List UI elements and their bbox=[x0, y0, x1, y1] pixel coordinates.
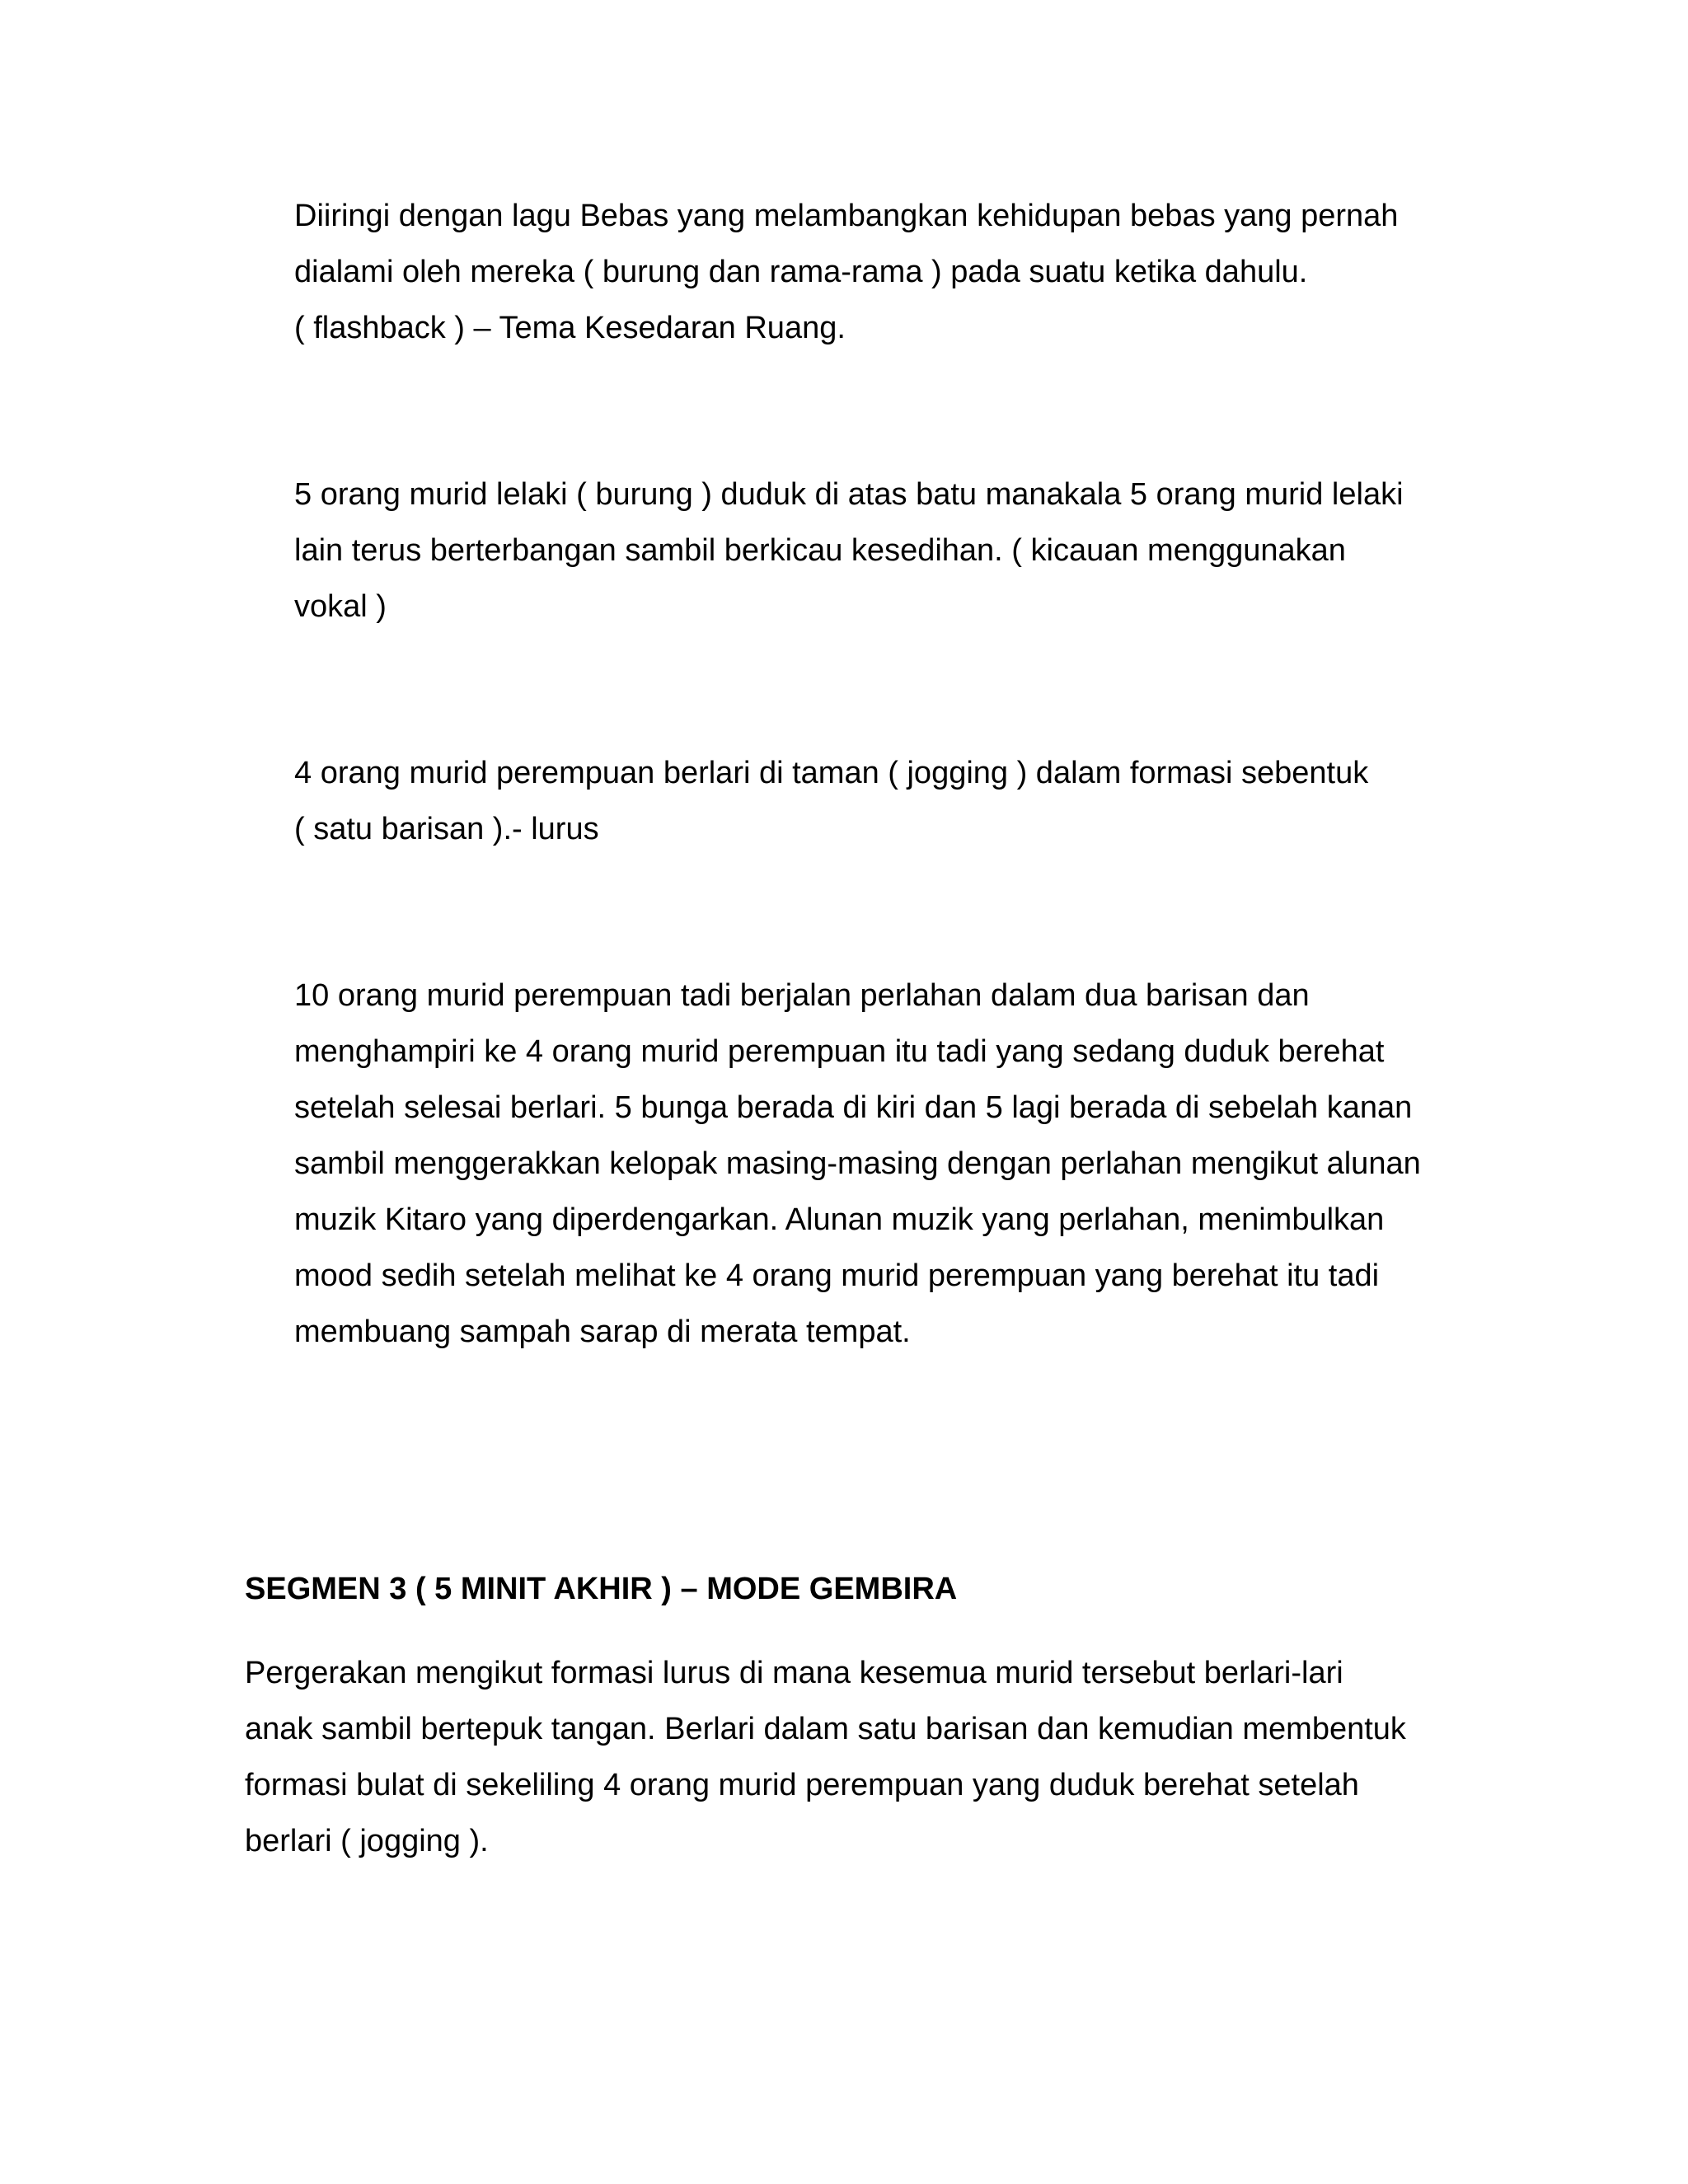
paragraph-line: anak sambil bertepuk tangan. Berlari dalam satu barisan dan kemudian membentuk bbox=[245, 1712, 1406, 1746]
paragraph-line: muzik Kitaro yang diperdengarkan. Alunan muzik yang perlahan, menimbulkan bbox=[294, 1202, 1385, 1237]
paragraph-burung bbox=[294, 466, 1404, 635]
paragraph-jogging bbox=[294, 745, 1368, 857]
paragraph-flashback bbox=[294, 188, 1398, 356]
paragraph-line: berlari ( jogging ). bbox=[245, 1824, 489, 1858]
paragraph-line: mood sedih setelah melihat ke 4 orang murid perempuan yang berehat itu tadi bbox=[294, 1258, 1380, 1293]
paragraph-line: sambil menggerakkan kelopak masing-masing dengan perlahan mengikut alunan bbox=[294, 1146, 1421, 1181]
paragraph-line: vokal ) bbox=[294, 589, 387, 624]
paragraph-line: lain terus berterbangan sambil berkicau kesedihan. ( kicauan menggunakan bbox=[294, 533, 1346, 568]
paragraph-line: dialami oleh mereka ( burung dan rama-rama ) pada suatu ketika dahulu. bbox=[294, 255, 1308, 289]
paragraph-line: menghampiri ke 4 orang murid perempuan itu tadi yang sedang duduk berehat bbox=[294, 1034, 1385, 1069]
paragraph-line: Pergerakan mengikut formasi lurus di mana kesemua murid tersebut berlari-lari bbox=[245, 1656, 1343, 1690]
paragraph-line: 10 orang murid perempuan tadi berjalan perlahan dalam dua barisan dan bbox=[294, 978, 1310, 1013]
paragraph-line: formasi bulat di sekeliling 4 orang murid perempuan yang duduk berehat setelah bbox=[245, 1768, 1359, 1802]
section-heading: SEGMEN 3 ( 5 MINIT AKHIR ) – MODE GEMBIRA bbox=[245, 1572, 958, 1606]
paragraph-line: ( satu barisan ).- lurus bbox=[294, 812, 599, 846]
paragraph-line: 5 orang murid lelaki ( burung ) duduk di atas batu manakala 5 orang murid lelaki bbox=[294, 477, 1404, 512]
paragraph-line: ( flashback ) – Tema Kesedaran Ruang. bbox=[294, 311, 846, 345]
paragraph-segment3 bbox=[245, 1645, 1406, 1869]
paragraph-line: membuang sampah sarap di merata tempat. bbox=[294, 1315, 911, 1349]
paragraph-line: setelah selesai berlari. 5 bunga berada di kiri dan 5 lagi berada di sebelah kanan bbox=[294, 1090, 1413, 1125]
paragraph-line: 4 orang murid perempuan berlari di taman ( jogging ) dalam formasi sebentuk bbox=[294, 756, 1369, 790]
paragraph-bunga bbox=[294, 968, 1421, 1360]
paragraph-line: Diiringi dengan lagu Bebas yang melambangkan kehidupan bebas yang pernah bbox=[294, 199, 1399, 233]
